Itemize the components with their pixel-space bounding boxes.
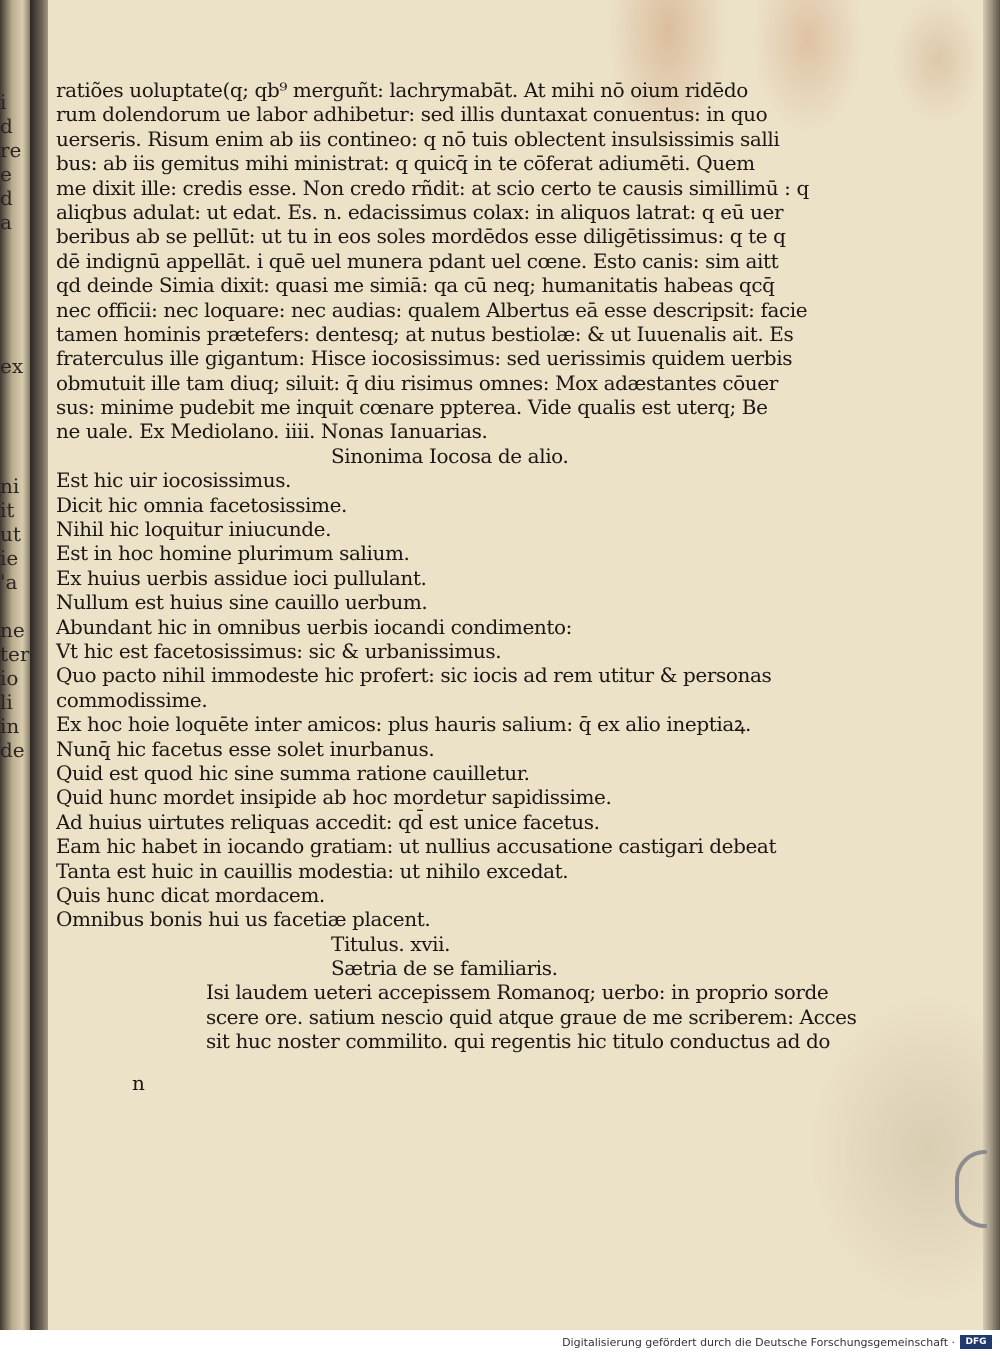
list-item: Ex huius uerbis assidue ioci pullulant. [56,565,427,590]
text-line: nec officii: nec loquare: nec audias: qualem Albertus eā esse descripsit: facie [56,297,808,322]
list-item: Nihil hic loquitur iniucunde. [56,517,332,542]
list-item: Ad huius uirtutes reliquas accedit: qd̄ est unice facetus. [56,809,600,834]
left-page-fragment [0,0,30,1330]
text-line: tamen hominis prætefers: dentesq; at nutus bestiolæ: & ut Iuuenalis ait. Es [56,321,794,346]
list-item: Nullum est huius sine cauillo uerbum. [56,590,428,615]
list-item: Quis hunc dicat mordacem. [56,882,325,907]
text-line: aliqbus adulat: ut edat. Es. n. edacissimus colax: in aliquos latrat: q eū uer [56,199,784,224]
list-item: Quid est quod hic sine summa ratione cauilletur. [56,760,530,785]
list-item: commodissime. [56,687,208,712]
dfg-logo: DFG [960,1335,992,1349]
page-edge [983,0,1000,1330]
list-item: Quid hunc mordet insipide ab hoc mordetur sapidissime. [56,785,612,810]
closing-paragraph [56,980,857,1054]
list-item: Quo pacto nihil immodeste hic profert: sic iocis ad rem utitur & personas [56,663,772,688]
text-line: beribus ab se pellūt: ut tu in eos soles mordēdos esse diligētissimus: q te q [56,224,786,249]
list-item: Eam hic habet in iocando gratiam: ut nullius accusatione castigari debeat [56,834,777,859]
book-gutter [30,0,50,1330]
left-page-text-fragments: i d re e d a ex ni it ut ie 'a ne ter io li in de [0,90,30,762]
funding-notice: Digitalisierung gefördert durch die Deutsche Forschungsgemeinschaft · [562,1336,955,1349]
letter-paragraph [56,78,846,444]
text-line: bus: ab iis gemitus mihi ministrat: q quicq̄ in te cōferat adiumēti. Quem [56,151,755,176]
text-line: Isi laudem ueteri accepissem Romanoq; uerbo: in proprio sorde [206,980,829,1005]
text-line: obmutuit ille tam diuq; siluit: q̄ diu risimus omnes: Mox adæstantes cōuer [56,370,778,395]
signature-mark: n [132,1071,145,1095]
list-item: Nunq̄ hic facetus esse solet inurbanus. [56,736,435,761]
text-line: ratiões uoluptate(q; qb⁹ merguñt: lachrymabāt. At mihi nō oium ridēdo [56,78,748,102]
synonym-list [56,468,846,931]
chapter-title: Titulus. xvii. [331,931,451,956]
footer-bar [0,1330,1000,1355]
list-item: Abundant hic in omnibus uerbis iocandi condimento: [56,614,572,639]
text-line: rum dolendorum ue labor adhibetur: sed illis duntaxat conuentus: in quo [56,102,768,127]
text-line: sit huc noster commilito. qui regentis hic titulo conductus ad do [206,1029,831,1054]
text-line: dē indignū appellāt. i quē uel munera pdant uel cœne. Esto canis: sim aitt [56,248,779,273]
text-line: me dixit ille: credis esse. Non credo rñdit: at scio certo te causis simillimū : q [56,175,809,200]
section-heading: Sætria de se familiaris. [331,956,558,981]
text-line: sus: minime pudebit me inquit cœnare ppterea. Vide qualis est uterq; Be [56,395,768,420]
text-line: qd deinde Simia dixit: quasi me simiā: qa cū neq; humanitatis habeas qcq̄ [56,273,775,298]
text-line: fraterculus ille gigantum: Hisce iocosissimus: sed uerissimis quidem uerbis [56,346,793,371]
list-item: Est in hoc homine plurimum salium. [56,541,410,566]
list-item: Ex hoc hoie loquēte inter amicos: plus hauris salium: q̄ ex alio ineptiaꝝ. [56,712,751,737]
text-line: uerseris. Risum enim ab iis contineo: q nō tuis oblectent insulsissimis salli [56,126,780,151]
page-text [56,78,857,1054]
list-item: Omnibus bonis hui us facetiæ placent. [56,907,431,932]
list-item: Dicit hic omnia facetosissime. [56,492,348,517]
text-line: ne uale. Ex Mediolano. iiii. Nonas Ianuarias. [56,419,488,444]
text-line: scere ore. satium nescio quid atque graue de me scriberem: Acces [206,1004,857,1029]
list-item: Tanta est huic in cauillis modestia: ut nihilo excedat. [56,858,569,883]
section-heading: Sinonima Iocosa de alio. [331,443,569,468]
list-item: Vt hic est facetosissimus: sic & urbanissimus. [56,638,502,663]
list-item: Est hic uir iocosissimus. [56,468,292,493]
